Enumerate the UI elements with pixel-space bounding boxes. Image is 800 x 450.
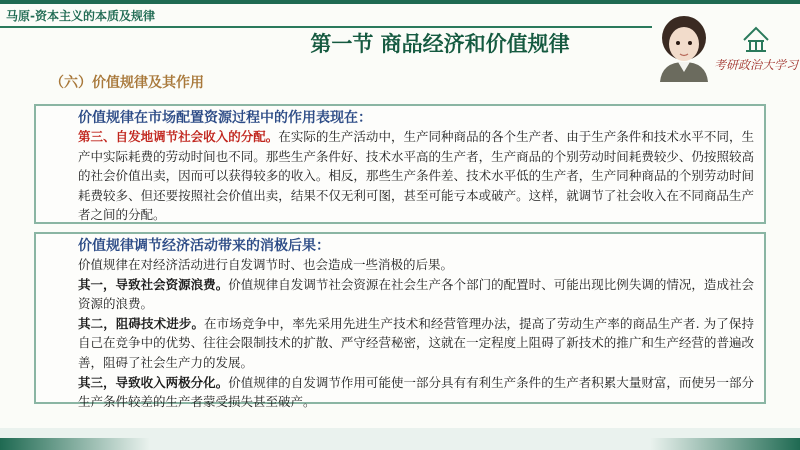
brand-name: 考研政治大学习 [714, 58, 799, 72]
top-accent-bar [0, 0, 800, 4]
footer-left-bar [0, 438, 150, 450]
content-box-allocation [34, 104, 766, 224]
course-label: 马原-资本主义的本质及规律 [6, 9, 155, 23]
box1-heading: 价值规律在市场配置资源过程中的作用表现在： [78, 110, 372, 126]
item-text: 价值规律的自发调节作用可能使一部分具有有利生产条件的生产者积累大量财富，而使另一部分生产条件较差的生产者蒙受损失甚至破产。 [78, 374, 754, 410]
section-heading: （六）价值规律及其作用 [50, 75, 204, 91]
box1-paragraph [48, 127, 754, 225]
content-box-negative-effects [34, 232, 766, 410]
item-label: 其二，阻碍技术进步。 [78, 315, 205, 331]
box2-intro: 价值规律在对经济活动进行自发调节时、也会造成一些消极的后果。 [78, 257, 454, 272]
footer-band [0, 428, 800, 450]
item-label: 其一，导致社会资源浪费。 [78, 276, 229, 292]
item-text: 在市场竞争中，率先采用先进生产技术和经营管理办法，提高了劳动生产率的商品生产者. 为了保持自己在竞争中的优势、往往会限制技术的扩散、严守经营秘密，这就在一定程度上阻碍了新技术的推广和生产经营的普遍改善，阻碍了社会生产力的发展。 [78, 315, 754, 370]
list-item [48, 314, 754, 373]
point-label: 第三、自发地调节社会收入的分配。 [78, 129, 279, 144]
footer-right-bar [650, 438, 800, 450]
page-title: 第一节 商品经济和价值规律 [310, 32, 570, 56]
item-text: 价值规律自发调节社会资源在社会生产各个部门的配置时、可能出现比例失调的情况，造成社会资源的浪费。 [78, 276, 754, 312]
brand-logo [652, 12, 800, 82]
box2-heading: 价值规律调节经济活动带来的消极后果： [78, 238, 330, 254]
item-label: 其三，导致收入两极分化。 [78, 374, 229, 390]
list-item [48, 373, 754, 412]
point-text: 在实际的生产活动中，生产同种商品的各个生产者、由于生产条件和技术水平不同，生产中实际耗费的劳动时间也不同。那些生产条件好、技术水平高的生产者，生产商品的个别劳动时间耗费较少、仍按照较高的社会价值出卖，因而可以获得较多的收入。相反，那些生产条件差、技术水平低的生产者，生产同种商品的个别劳动时间耗费较多、但还要按照社会价值出卖，结果不仅无利可图，甚至可能亏本或破产。这样，就调节了社会收入在不同商品生产者之间的分配。 [78, 129, 754, 223]
list-item [48, 275, 754, 314]
